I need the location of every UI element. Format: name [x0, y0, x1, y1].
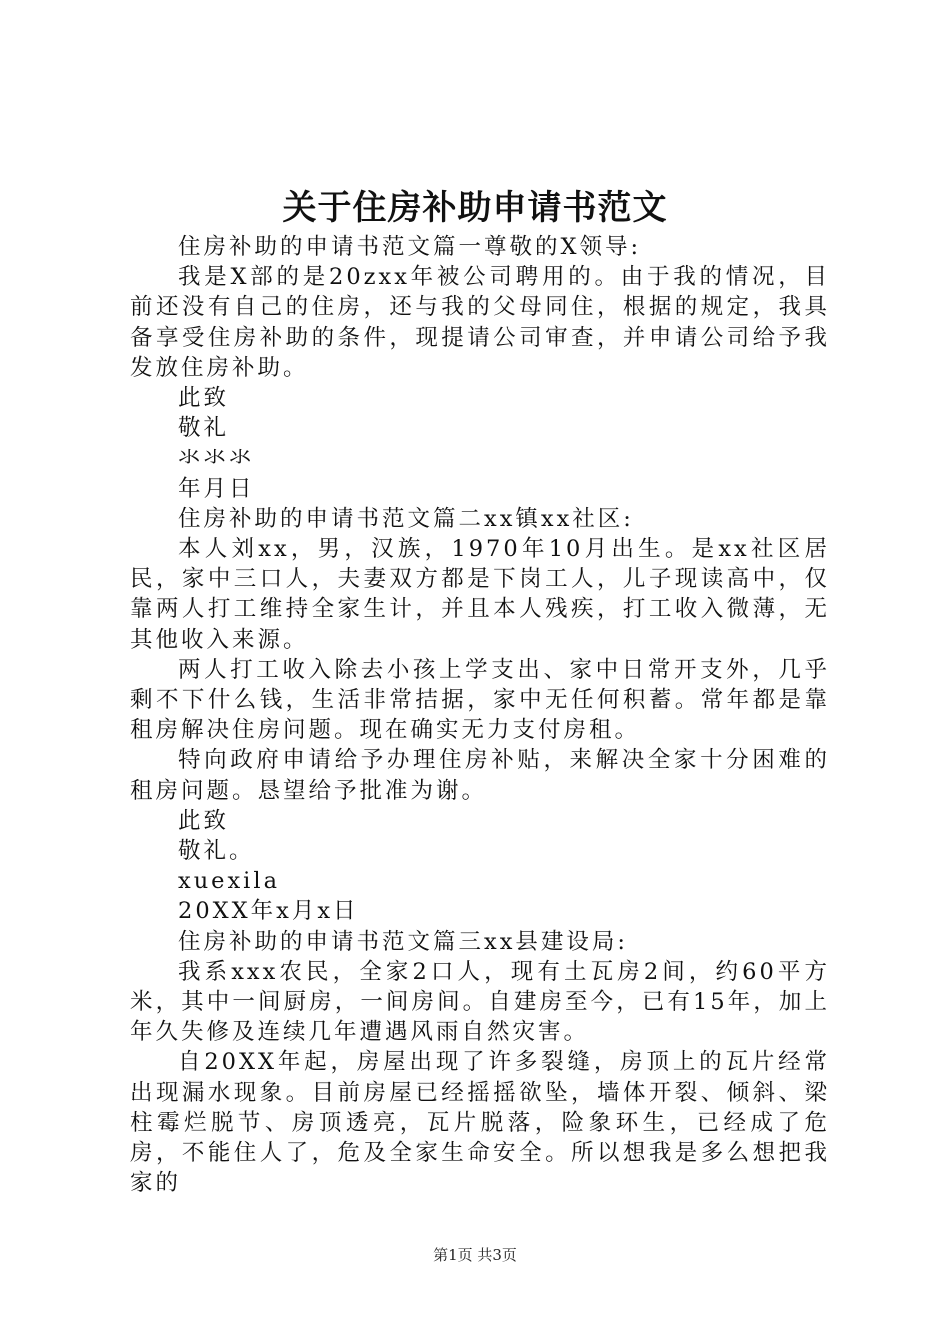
paragraph: 敬礼 — [178, 415, 230, 442]
paragraph: 住房补助的申请书范文篇三xx县建设局: — [178, 928, 628, 955]
paragraph: 此致 — [178, 807, 230, 834]
paragraph: 特向政府申请给予办理住房补贴，来解决全家十分困难的租房问题。恳望给予批准为谢。 — [130, 747, 830, 804]
paragraph: 氺氺氺 — [178, 445, 255, 472]
paragraph: 年月日 — [178, 475, 255, 502]
paragraph: 住房补助的申请书范文篇二xx镇xx社区: — [178, 505, 634, 532]
paragraph: 我是X部的是20zxx年被公司聘用的。由于我的情况，目前还没有自己的住房，还与我的父母同住，根据的规定，我具备享受住房补助的条件，现提请公司审查，并申请公司给予我发放住房补助。 — [130, 264, 830, 381]
paragraph: 敬礼。 — [178, 838, 255, 865]
paragraph: 自20XX年起，房屋出现了许多裂缝，房顶上的瓦片经常出现漏水现象。目前房屋已经摇摇欲坠，墙体开裂、倾斜、梁柱霉烂脱节、房顶透亮，瓦片脱落，险象环生，已经成了危房，不能住人了，危及全家生命安全。所以想我是多么想把我家的 — [130, 1049, 830, 1197]
paragraph: 我系xxx农民，全家2口人，现有土瓦房2间，约60平方米，其中一间厨房，一间房间。自建房至今，已有15年，加上年久失修及连续几年遭遇风雨自然灾害。 — [130, 958, 830, 1046]
paragraph: xuexila — [178, 868, 280, 895]
paragraph: 本人刘xx，男，汉族，1970年10月出生。是xx社区居民，家中三口人，夫妻双方都是下岗工人，儿子现读高中，仅靠两人打工维持全家生计，并且本人残疾，打工收入微薄，无其他收入来源。 — [130, 536, 830, 653]
document-body — [130, 232, 830, 1199]
document-title: 关于住房补助申请书范文 — [282, 188, 668, 228]
paragraph: 20XX年x月x日 — [178, 898, 359, 925]
page-footer: 第1页 共3页 — [433, 1246, 517, 1264]
paragraph: 此致 — [178, 385, 230, 412]
paragraph: 两人打工收入除去小孩上学支出、家中日常开支外，几乎剩不下什么钱，生活非常拮据，家中无任何积蓄。常年都是靠租房解决住房问题。现在确实无力支付房租。 — [130, 656, 830, 744]
paragraph: 住房补助的申请书范文篇一尊敬的X领导: — [178, 234, 642, 260]
